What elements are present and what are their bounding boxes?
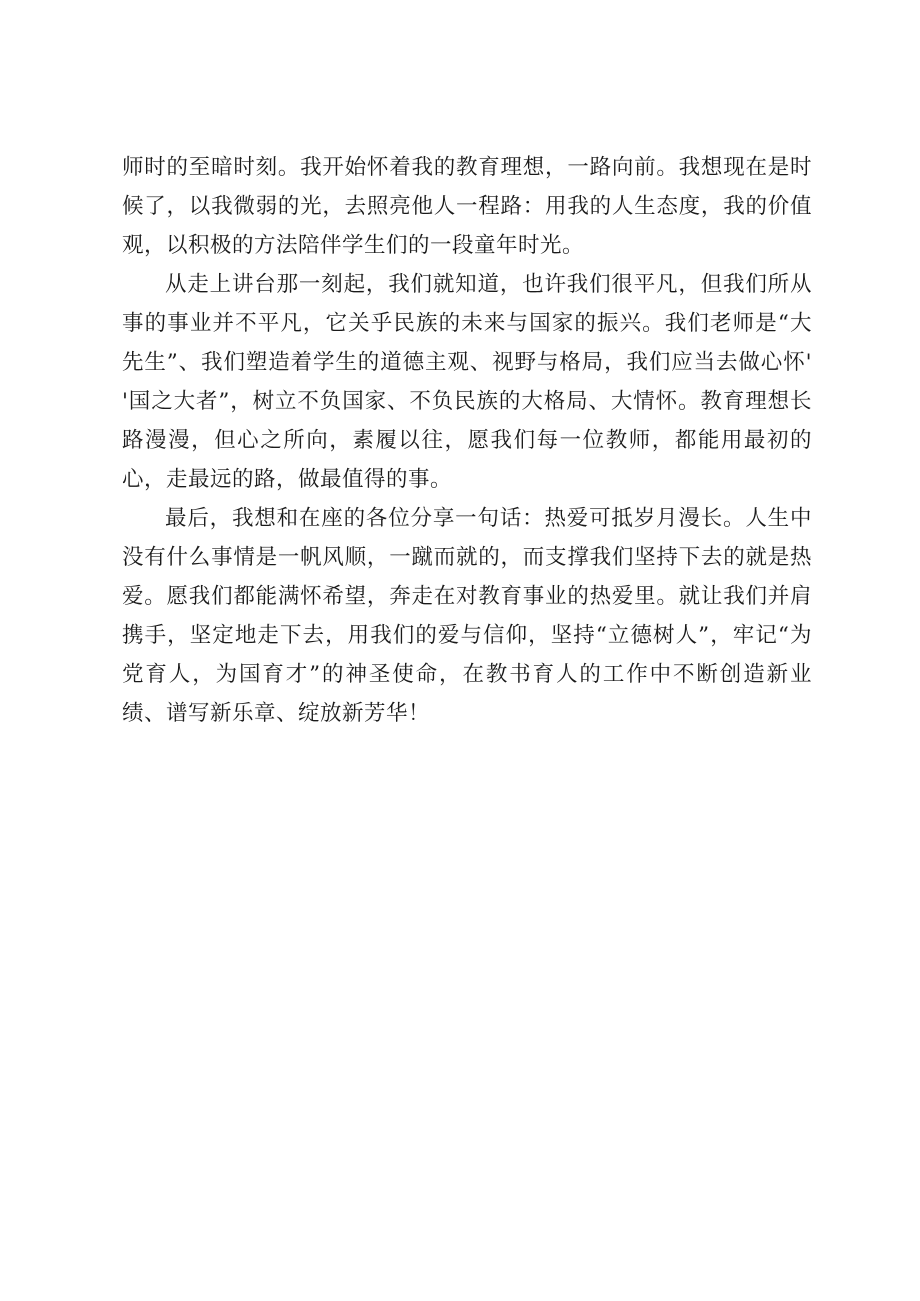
paragraph-continued: 师时的至暗时刻。我开始怀着我的教育理想，一路向前。我想现在是时候了，以我微弱的光，去照亮他人一程路：用我的人生态度，我的价值观，以积极的方法陪伴学生们的一段童年时光。: [122, 155, 812, 258]
document-body: [122, 148, 812, 733]
paragraph-education-mission: 从走上讲台那一刻起，我们就知道，也许我们很平凡，但我们所从事的事业并不平凡，它关乎民族的未来与国家的振兴。我们老师是“大先生”、我们塑造着学生的道德主观、视野与格局，我们应当去做心怀' '国之大者”，树立不负国家、不负民族的大格局、大情怀。教育理想长路漫漫，但心之所向，素履以往，愿我们每一位教师，都能用最初的心，走最远的路，做最值得的事。: [122, 272, 812, 492]
paragraph-closing: 最后，我想和在座的各位分享一句话：热爱可抵岁月漫长。人生中没有什么事情是一帆风顺，一蹴而就的，而支撑我们坚持下去的就是热爱。愿我们都能满怀希望，奔走在对教育事业的热爱里。就让我们并肩携手，坚定地走下去，用我们的爱与信仰，坚持“立德树人”，牢记“为党育人，为国育才”的神圣使命，在教书育人的工作中不断创造新业绩、谱写新乐章、绽放新芳华！: [122, 506, 812, 726]
